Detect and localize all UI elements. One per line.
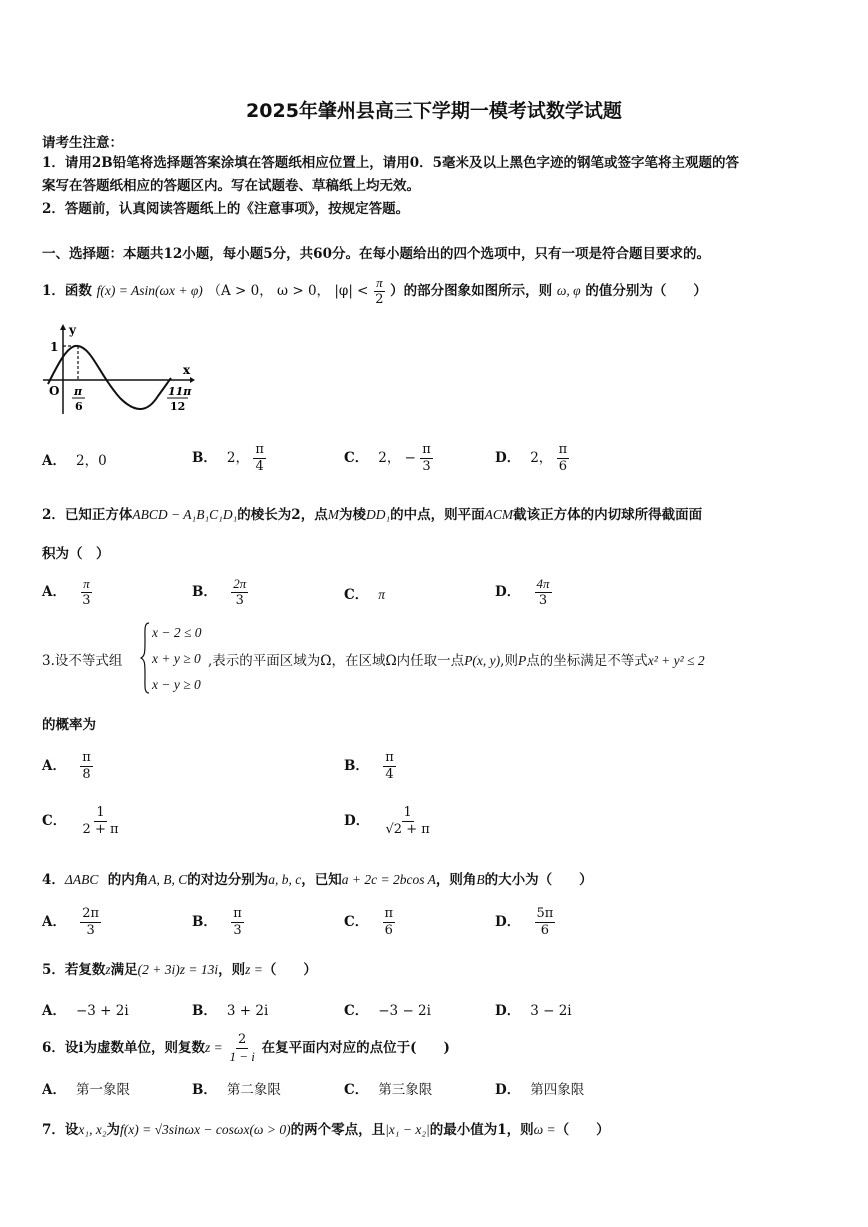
notice-heading: 请考生注意： <box>42 135 123 151</box>
q4-option-c[interactable]: C． $\frac{\pi}{6}$ <box>344 906 394 938</box>
q2-option-c[interactable]: C． π <box>344 587 386 603</box>
system-row-2: x + y ≥ 0 <box>152 651 201 666</box>
section-heading: 一、选择题：本题共12小题，每小题5分，共60分。在每小题给出的四个选项中，只有一项是符合题目要求的。 <box>42 246 710 262</box>
graph-y-label: y <box>69 323 76 337</box>
graph-tick-2-den: 12 <box>170 400 186 413</box>
question-7-stem: 7．设x₁, x₂为f(x) = √3sinωx − cosωx(ω > 0)的两个零点，且|x₁ − x₂|的最小值为1，则ω =（ ） <box>42 1122 610 1138</box>
q6-option-b[interactable]: B． 第二象限 <box>192 1082 281 1098</box>
q5-option-b[interactable]: B． 3 + 2i <box>192 1003 269 1019</box>
q4-option-a[interactable]: A． $\frac{2\pi}{3}$ <box>42 906 100 938</box>
graph-origin: O <box>49 384 60 398</box>
q3-option-d[interactable]: D． $\frac{1}{√2 + \pi}$ <box>344 805 430 837</box>
question-1-graph <box>40 322 195 417</box>
notice-item-2: 2．答题前，认真阅读答题纸上的《注意事项》，按规定答题。 <box>42 201 410 217</box>
brace-icon <box>140 622 150 694</box>
graph-tick-2-num: 11π <box>168 385 192 398</box>
question-3-inequality-system <box>140 622 210 696</box>
q5-option-c[interactable]: C． −3 − 2i <box>344 1003 431 1019</box>
q3-option-a[interactable]: A． $\frac{\pi}{8}$ <box>42 750 91 782</box>
q1-option-a[interactable]: A． 2，0 <box>42 453 107 469</box>
q3-option-b[interactable]: B． $\frac{\pi}{4}$ <box>344 750 394 782</box>
page-title: 2025年肇州县高三下学期一模考试数学试题 <box>246 100 622 122</box>
system-row-3: x − y ≥ 0 <box>152 677 201 692</box>
system-row-1: x − 2 ≤ 0 <box>152 625 202 640</box>
q1-option-b[interactable]: B． 2， $\frac{\pi}{4}$ <box>192 442 264 474</box>
question-3-stem-2: 的概率为 <box>42 717 96 733</box>
question-5-stem: 5．若复数z满足(2 + 3i)z = 13i，则z =（ ） <box>42 962 317 978</box>
notice-item-1a: 1．请用2B铅笔将选择题答案涂填在答题纸相应位置上，请用0．5毫米及以上黑色字迹的钢笔或签字笔将主观题的答 <box>42 155 739 171</box>
question-3-prefix: 3.设不等式组 <box>42 653 123 669</box>
q2-option-d[interactable]: D． $\frac{4\pi}{3}$ <box>495 576 550 608</box>
q4-option-b[interactable]: B． $\frac{\pi}{3}$ <box>192 906 242 938</box>
q2-option-b[interactable]: B． $\frac{2\pi}{3}$ <box>192 576 247 608</box>
q4-option-d[interactable]: D． $\frac{5\pi}{6}$ <box>495 906 554 938</box>
q5-option-a[interactable]: A． −3 + 2i <box>42 1003 129 1019</box>
question-3-stem: ,表示的平面区域为Ω，在区域Ω内任取一点P(x, y),则P点的坐标满足不等式x² + y² ≤ 2 <box>208 653 705 669</box>
question-1-stem: 1．函数 f(x) = Asin(ωx + φ) （A > 0， ω > 0， |φ| < $\frac{\pi}{2}$ ）的部分图象如图所示，则 ω, φ 的值分别为（ ） <box>42 275 707 307</box>
graph-one: 1 <box>50 340 59 354</box>
q6-option-d[interactable]: D． 第四象限 <box>495 1082 585 1098</box>
q1-option-d[interactable]: D． 2， $\frac{\pi}{6}$ <box>495 442 568 474</box>
question-2-stem-2: 积为（ ） <box>42 546 110 562</box>
notice-item-1b: 案写在答题纸相应的答题区内。写在试题卷、草稿纸上均无效。 <box>42 178 420 194</box>
question-6-stem: 6．设i为虚数单位，则复数z = $\frac{2}{1 - i}$ 在复平面内对应的点位于( ) <box>42 1032 450 1064</box>
q6-option-c[interactable]: C． 第三象限 <box>344 1082 433 1098</box>
question-4-stem: 4．ΔABC 的内角A, B, C的对边分别为a, b, c，已知a + 2c = 2bcos A，则角B的大小为（ ） <box>42 872 593 888</box>
graph-x-label: x <box>183 363 191 377</box>
graph-tick-1-den: 6 <box>75 400 83 413</box>
q1-option-c[interactable]: C． 2， − $\frac{\pi}{3}$ <box>344 442 431 474</box>
q2-option-a[interactable]: A． $\frac{\pi}{3}$ <box>42 576 91 608</box>
question-2-stem: 2．已知正方体ABCD − A₁B₁C₁D₁的棱长为2，点M为棱DD₁的中点，则平面ACM截该正方体的内切球所得截面面 <box>42 507 703 523</box>
q6-option-a[interactable]: A． 第一象限 <box>42 1082 130 1098</box>
graph-tick-1-num: π <box>74 385 83 398</box>
q5-option-d[interactable]: D． 3 − 2i <box>495 1003 572 1019</box>
q3-option-c[interactable]: C． $\frac{1}{2 + \pi}$ <box>42 805 119 837</box>
